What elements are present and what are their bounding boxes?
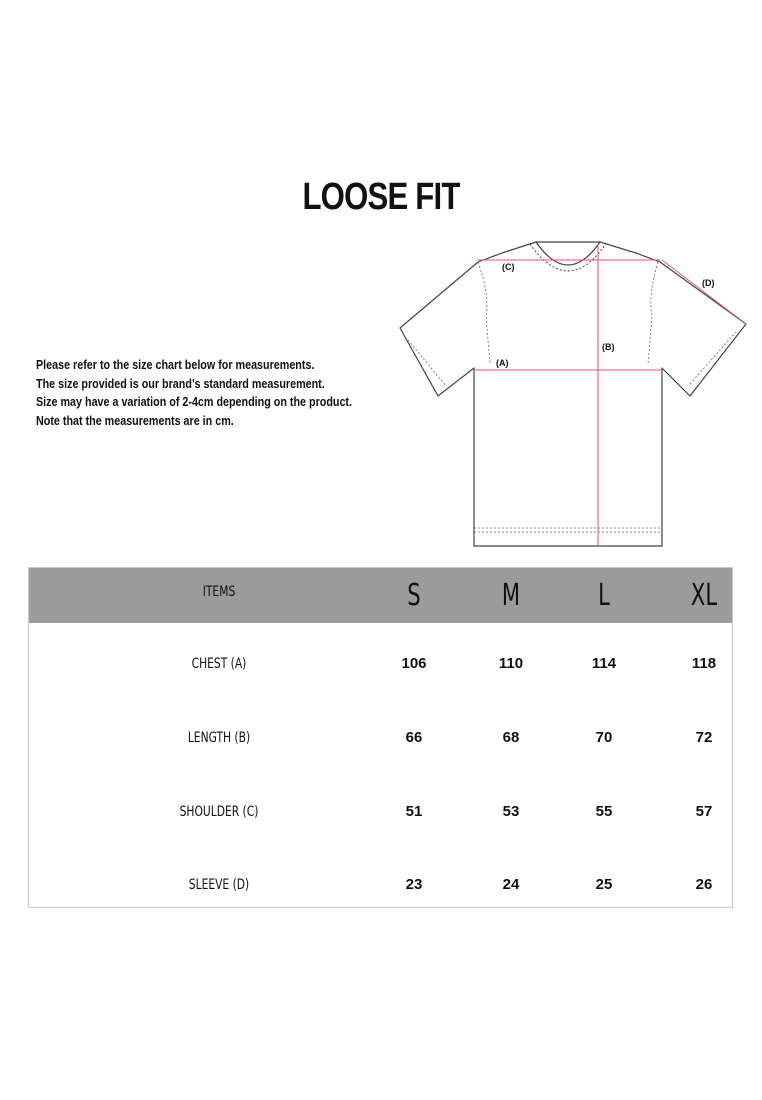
table-row bbox=[29, 650, 732, 680]
table-row bbox=[29, 724, 732, 754]
header-size-l: L bbox=[598, 578, 610, 613]
row-label: SHOULDER (C) bbox=[179, 804, 259, 820]
table-cell: 57 bbox=[695, 803, 713, 820]
page-title: LOOSE FIT bbox=[302, 176, 460, 218]
table-row bbox=[29, 871, 732, 901]
sleeve-measure-line bbox=[662, 260, 746, 324]
table-cell: 24 bbox=[502, 876, 520, 893]
table-cell: 106 bbox=[401, 655, 427, 672]
label-d: (D) bbox=[702, 278, 715, 288]
row-label: SLEEVE (D) bbox=[188, 877, 250, 893]
tshirt-diagram bbox=[390, 236, 752, 552]
table-cell: 114 bbox=[591, 655, 617, 672]
size-chart-table bbox=[28, 567, 733, 908]
table-cell: 118 bbox=[691, 655, 717, 672]
table-cell: 25 bbox=[595, 876, 613, 893]
row-label: CHEST (A) bbox=[191, 656, 247, 672]
row-label: LENGTH (B) bbox=[187, 730, 251, 746]
note-line: Please refer to the size chart below for measurements. bbox=[36, 358, 315, 372]
table-cell: 68 bbox=[502, 729, 520, 746]
header-size-s: S bbox=[407, 578, 421, 613]
header-items: ITEMS bbox=[202, 584, 236, 600]
table-cell: 72 bbox=[695, 729, 713, 746]
note-line: Note that the measurements are in cm. bbox=[36, 413, 234, 428]
table-cell: 66 bbox=[405, 729, 423, 746]
header-size-m: M bbox=[501, 578, 521, 613]
table-cell: 70 bbox=[595, 729, 613, 746]
label-b: (B) bbox=[602, 342, 615, 352]
measurement-notes bbox=[36, 356, 353, 430]
table-cell: 53 bbox=[502, 803, 520, 820]
table-header bbox=[29, 568, 732, 623]
label-a: (A) bbox=[496, 358, 509, 368]
tshirt-body bbox=[400, 242, 746, 546]
table-cell: 51 bbox=[405, 803, 423, 820]
tshirt-outline-icon bbox=[390, 236, 752, 552]
note-line: The size provided is our brand’s standard measurement. bbox=[36, 376, 325, 391]
header-size-xl: XL bbox=[690, 578, 718, 613]
table-cell: 110 bbox=[498, 655, 524, 672]
table-cell: 55 bbox=[595, 803, 613, 820]
table-cell: 23 bbox=[405, 876, 423, 893]
table-row bbox=[29, 798, 732, 828]
note-line: Size may have a variation of 2-4cm depending on the product. bbox=[36, 395, 353, 409]
label-c: (C) bbox=[502, 262, 515, 272]
table-cell: 26 bbox=[695, 876, 713, 893]
